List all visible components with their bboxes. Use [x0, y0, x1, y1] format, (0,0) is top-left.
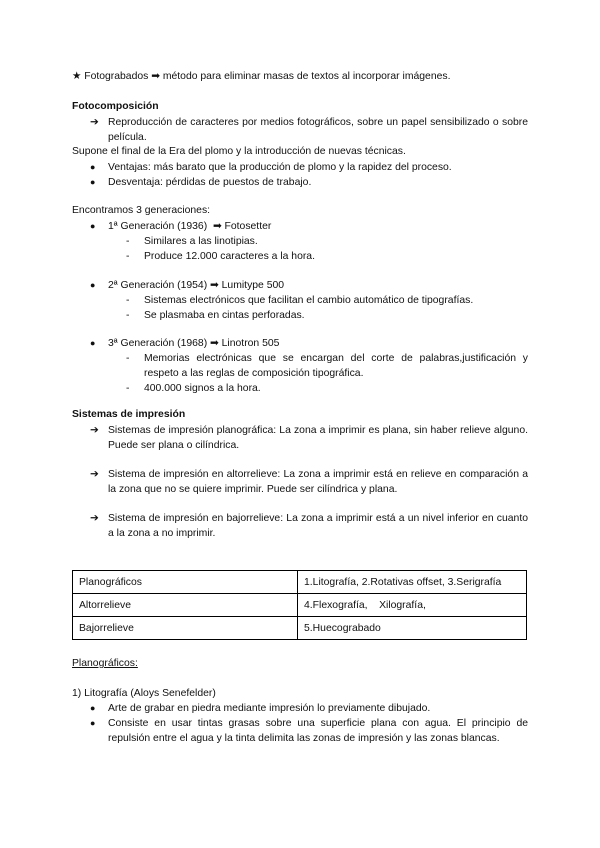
arrow-right-icon: ➡	[210, 338, 219, 349]
sistema-bajorrelieve: ➔ Sistema de impresión en bajorrelieve: La zona a imprimir está a un nivel inferior en cuanto a la zona a no imprimir.	[90, 513, 528, 539]
section-title-sistemas: Sistemas de impresión	[72, 409, 186, 420]
litografia-title: 1) Litografía (Aloys Senefelder)	[72, 688, 216, 699]
arrow-right-icon: ➡	[210, 280, 219, 291]
bullet-icon: ●	[90, 280, 96, 290]
fotocomposicion-point-text: Reproducción de caracteres por medios fotográficos, sobre un papel sensibilizado o sobre película.	[108, 117, 528, 143]
list-item: ● Consiste en usar tintas grasas sobre una superficie plana con agua. El principio de repulsión entre el agua y la tinta delimita las zonas de impresión y las zonas blancas.	[90, 718, 528, 744]
arrow-right-icon: ➡	[151, 71, 160, 82]
dash-icon: -	[126, 236, 130, 247]
planograficos-heading: Planográficos:	[72, 658, 138, 669]
arrow-bullet-icon: ➔	[90, 513, 99, 524]
dash-icon: -	[126, 383, 130, 394]
ventajas-text: Ventajas: más barato que la producción de plomo y la rapidez del proceso.	[108, 162, 452, 173]
systems-table	[72, 570, 527, 640]
fotocomposicion-point	[90, 115, 528, 145]
desventaja-text: Desventaja: pérdidas de puestos de trabajo.	[108, 177, 312, 188]
bullet-icon: ●	[90, 177, 96, 187]
bullet-icon: ●	[90, 718, 96, 728]
dash-icon: -	[126, 295, 130, 306]
bullet-icon: ●	[90, 703, 96, 713]
sistema-planografica: ➔ Sistemas de impresión planográfica: La zona a imprimir es plana, sin haber relieve alguno. Puede ser plana o cilíndrica.	[90, 425, 528, 451]
generation-label: 1ª Generación (1936)	[108, 221, 208, 232]
arrow-bullet-icon: ➔	[90, 425, 99, 436]
generation-item-3	[90, 336, 528, 351]
list-item	[90, 160, 528, 175]
bullet-icon: ●	[90, 338, 96, 348]
intro-line	[72, 70, 450, 84]
list-item: ● Arte de grabar en piedra mediante impresión lo previamente dibujado.	[90, 703, 431, 714]
list-item: - 400.000 signos a la hora.	[126, 383, 261, 394]
table-row: Planográficos 1.Litografía, 2.Rotativas offset, 3.Serigrafía	[73, 571, 527, 594]
bullet-icon: ●	[90, 221, 96, 231]
dash-icon: -	[126, 251, 130, 262]
fotocomposicion-context: Supone el final de la Era del plomo y la introducción de nuevas técnicas.	[72, 146, 406, 157]
star-icon: ★	[72, 71, 82, 82]
table-row: Altorrelieve 4.Flexografía, Xilografía,	[73, 594, 527, 617]
arrow-right-icon: ➡	[212, 221, 222, 232]
table-row: Bajorrelieve 5.Huecograbado	[73, 617, 527, 640]
section-title-fotocomposicion: Fotocomposición	[72, 101, 159, 112]
list-item: - Se plasmaba en cintas perforadas.	[126, 310, 305, 321]
intro-label: Fotograbados	[84, 71, 149, 82]
dash-icon: -	[126, 310, 130, 321]
arrow-bullet-icon: ➔	[90, 117, 99, 128]
generation-item-2	[90, 278, 528, 293]
generation-name: Lumitype 500	[221, 280, 285, 291]
arrow-bullet-icon: ➔	[90, 469, 99, 480]
dash-icon: -	[126, 353, 130, 364]
generation-name: Linotron 505	[221, 338, 280, 349]
intro-text: método para eliminar masas de textos al incorporar imágenes.	[162, 71, 451, 82]
generaciones-intro: Encontramos 3 generaciones:	[72, 205, 211, 216]
generation-name: Fotosetter	[224, 221, 272, 232]
list-item: - Similares a las linotipias.	[126, 236, 258, 247]
generation-label: 2ª Generación (1954)	[108, 280, 208, 291]
list-item: - Sistemas electrónicos que facilitan el cambio automático de tipografías.	[126, 295, 474, 306]
generation-item-1	[90, 219, 528, 234]
list-item	[90, 175, 528, 190]
generation-label: 3ª Generación (1968)	[108, 338, 208, 349]
list-item: - Produce 12.000 caracteres a la hora.	[126, 251, 315, 262]
bullet-icon: ●	[90, 162, 96, 172]
list-item: - Memorias electrónicas que se encargan del corte de palabras,justificación y respeto a las reglas de composición tipográfica.	[126, 353, 528, 379]
sistema-altorrelieve: ➔ Sistema de impresión en altorrelieve: La zona a imprimir está en relieve en comparación a la zona que no se quiere imprimir. Puede ser cilíndrica y plana.	[90, 469, 528, 495]
